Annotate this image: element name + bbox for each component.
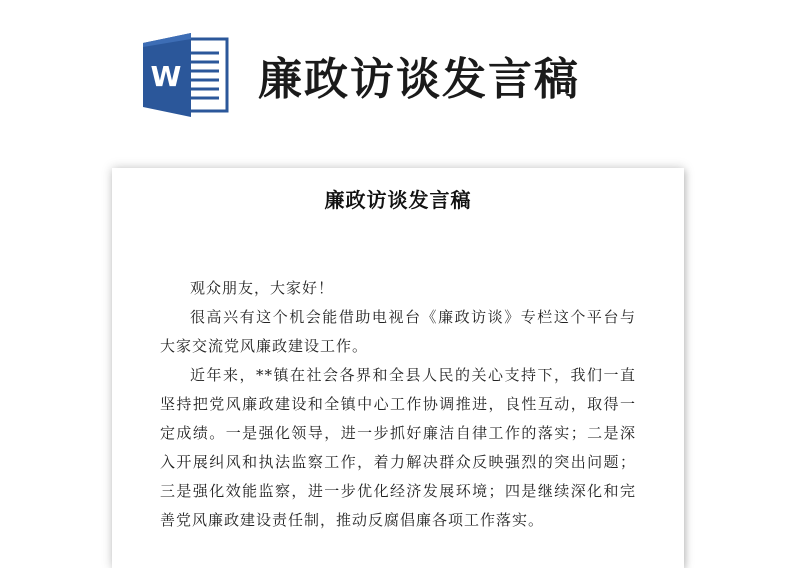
document-paragraph: 近年来，**镇在社会各界和全县人民的关心支持下，我们一直坚持把党风廉政建设和全镇中心工作协调推进，良性互动，取得一定成绩。一是强化领导，进一步抓好廉洁自律工作的落实；二是深入开展纠风和执法监察工作，着力解决群众反映强烈的突出问题；三是强化效能监察，进一步优化经济发展环境；四是继续深化和完善党风廉政建设责任制，推动反腐倡廉各项工作落实。 [160, 366, 636, 529]
document-title: 廉政访谈发言稿 [324, 188, 472, 212]
word-icon-letter: W [150, 60, 182, 93]
document-paragraph: 观众朋友，大家好！ [190, 279, 335, 297]
document-body [160, 274, 636, 535]
document-paragraph: 很高兴有这个机会能借助电视台《廉政访谈》专栏这个平台与大家交流党风廉政建设工作。 [160, 308, 636, 355]
page-title: 廉政访谈发言稿 [258, 54, 580, 105]
document-page [112, 168, 684, 568]
header-banner [0, 0, 800, 150]
word-document-icon [143, 33, 231, 117]
